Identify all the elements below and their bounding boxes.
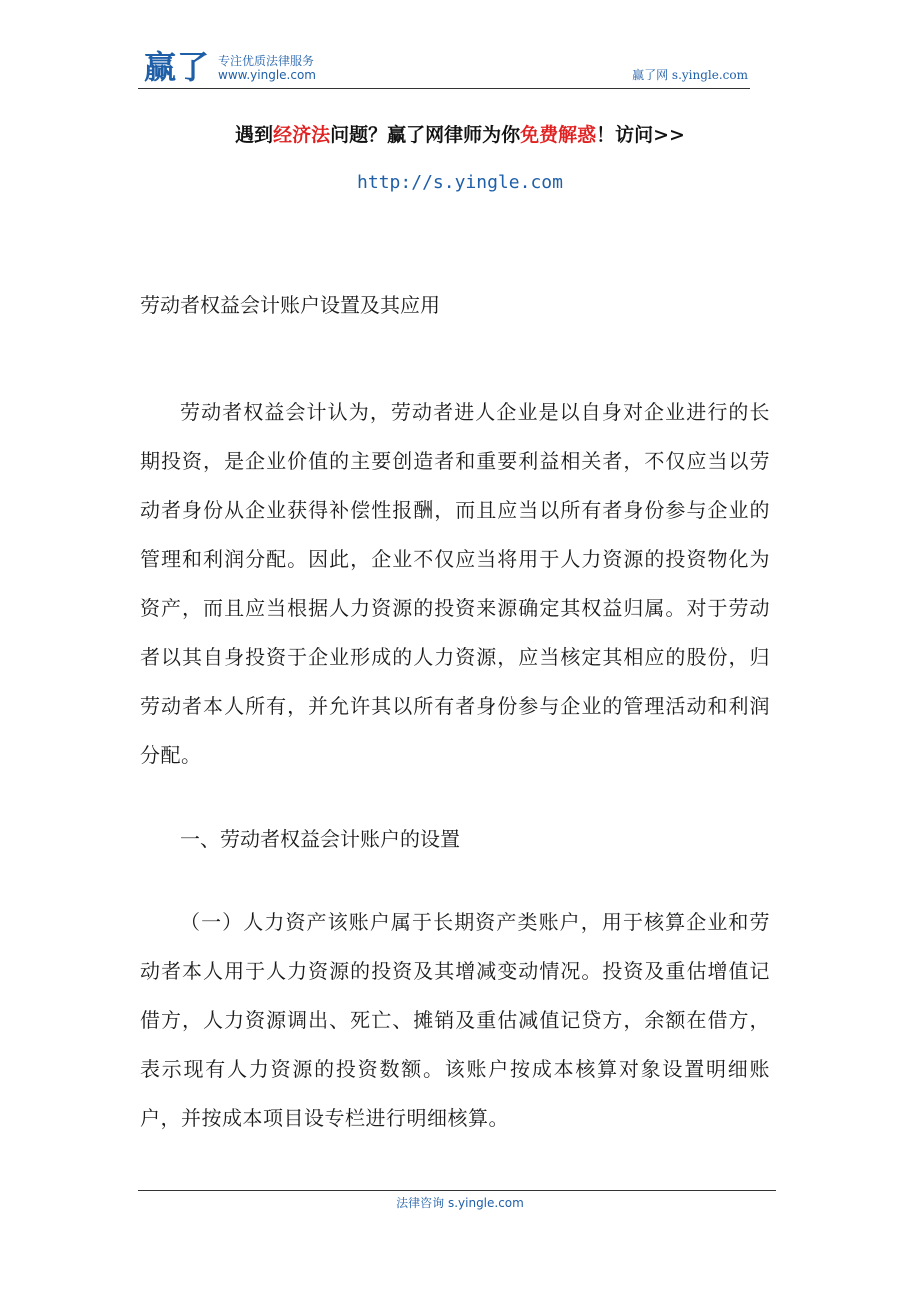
promo-text-1: 遇到 bbox=[235, 124, 274, 146]
document-body bbox=[140, 285, 770, 1143]
footer-link[interactable]: 法律咨询 s.yingle.com bbox=[396, 1196, 524, 1210]
paragraph-intro: 劳动者权益会计认为，劳动者进人企业是以自身对企业进行的长期投资，是企业价值的主要创造者和重要利益相关者，不仅应当以劳动者身份从企业获得补偿性报酬，而且应当以所有者身份参与企业的管理和利润分配。因此，企业不仅应当将用于人力资源的投资物化为资产，而且应当根据人力资源的投资来源确定其权益归属。对于劳动者以其自身投资于企业形成的人力资源，应当核定其相应的股份，归劳动者本人所有，并允许其以所有者身份参与企业的管理活动和利润分配。 bbox=[140, 400, 770, 767]
paragraph-human-assets: （一）人力资产该账户属于长期资产类账户，用于核算企业和劳动者本人用于人力资源的投资及其增减变动情况。投资及重估增值记借方，人力资源调出、死亡、摊销及重估减值记贷方，余额在借方，表示现有人力资源的投资数额。该账户按成本核算对象设置明细账户，并按成本项目设专栏进行明细核算。 bbox=[140, 910, 770, 1130]
promo-link[interactable]: http://s.yingle.com bbox=[357, 172, 563, 193]
header-site-link[interactable]: 赢了网 s.yingle.com bbox=[632, 68, 748, 82]
logo-mark: 赢了 bbox=[144, 48, 211, 86]
section-heading-1: 一、劳动者权益会计账户的设置 bbox=[180, 827, 460, 851]
logo-text bbox=[218, 54, 316, 84]
promo-highlight-free: 免费解惑 bbox=[520, 124, 597, 146]
promo-banner bbox=[0, 120, 920, 147]
logo-url: www.yingle.com bbox=[218, 68, 316, 82]
promo-text-2: 问题？赢了网律师为你 bbox=[330, 124, 521, 146]
logo-slogan: 专注优质法律服务 bbox=[218, 54, 315, 68]
promo-text-3: ！访问>> bbox=[596, 124, 685, 146]
yingle-logo[interactable] bbox=[144, 50, 316, 84]
footer-divider bbox=[138, 1190, 776, 1191]
promo-highlight-topic: 经济法 bbox=[273, 124, 331, 146]
document-title: 劳动者权益会计账户设置及其应用 bbox=[140, 293, 440, 317]
page-header bbox=[138, 48, 750, 89]
